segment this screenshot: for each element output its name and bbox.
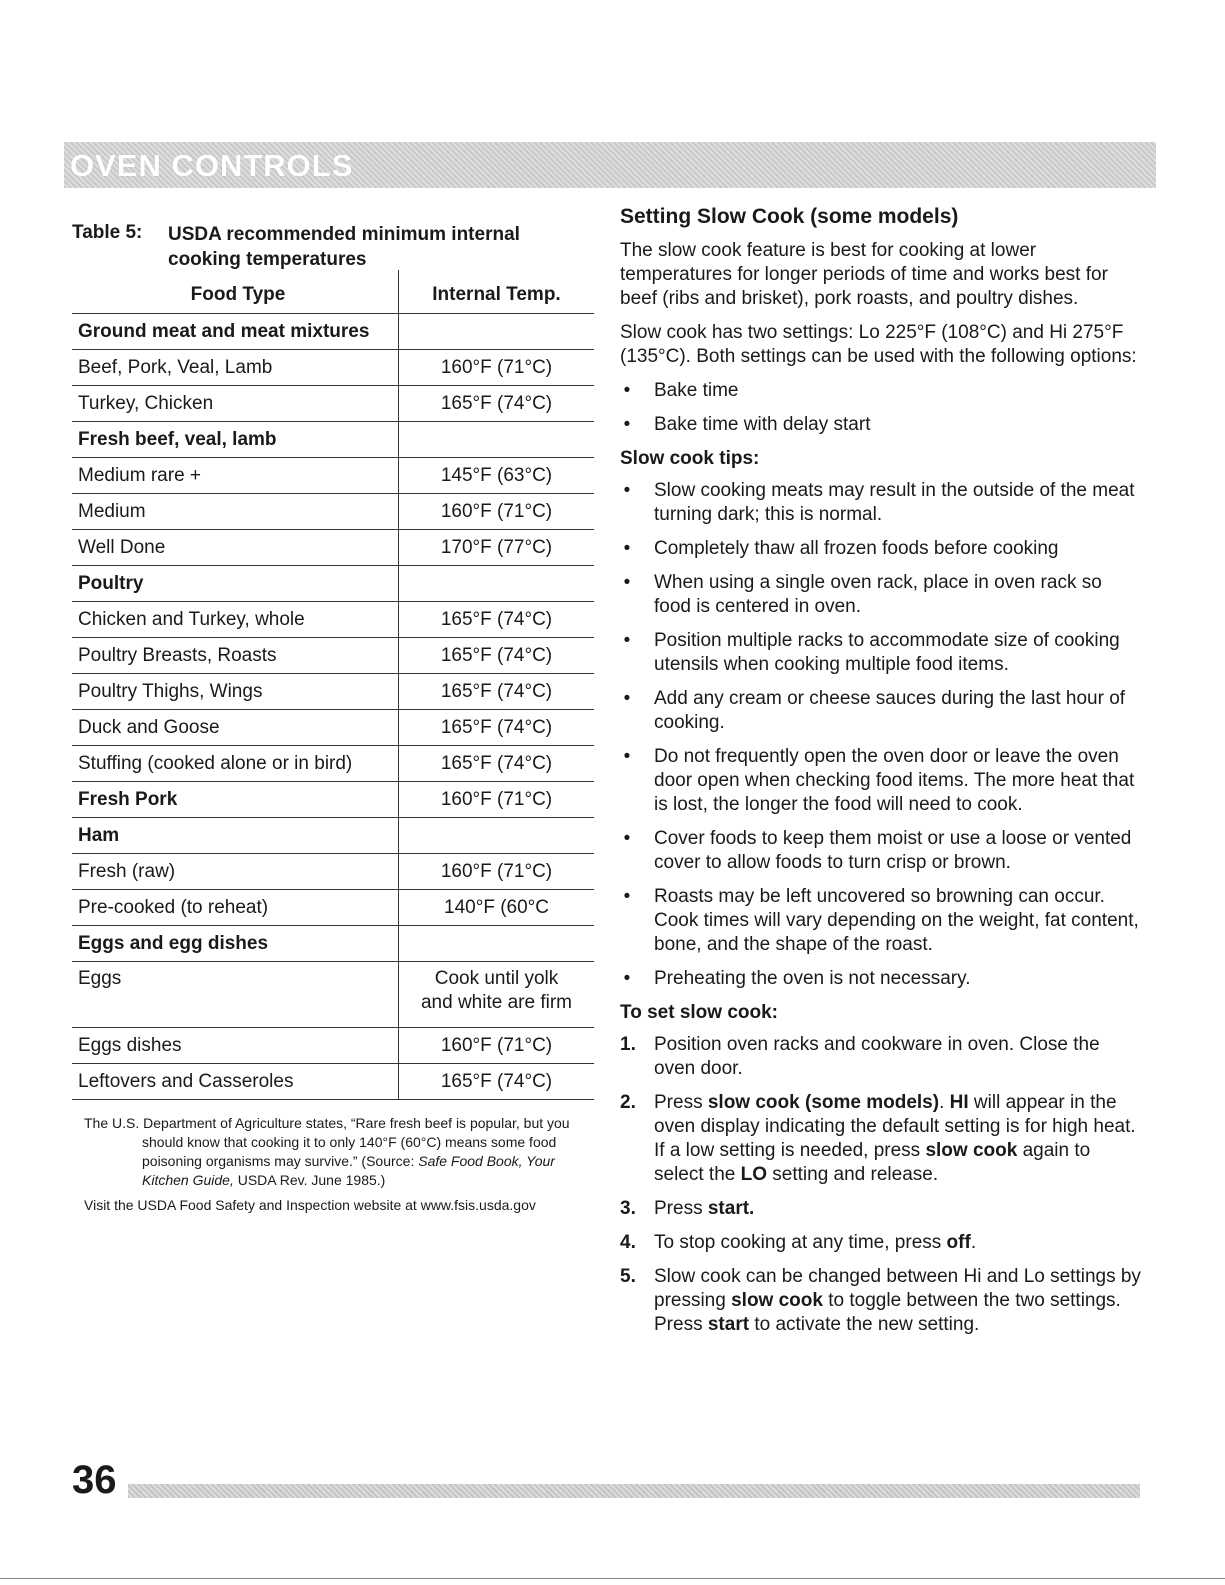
internal-temp-cell: 165°F (74°C): [399, 674, 595, 710]
page-number: 36: [72, 1458, 117, 1502]
step-number: 4.: [620, 1232, 636, 1253]
bullet-icon: •: [623, 538, 631, 559]
step-text: again to select the: [654, 1140, 1091, 1185]
table-row: [72, 602, 594, 638]
internal-temp-cell: [399, 314, 595, 350]
internal-temp-cell: 165°F (74°C): [399, 602, 595, 638]
column-header-internal-temp: Internal Temp.: [399, 270, 595, 314]
steps-list: [620, 1033, 1142, 1337]
table-group-row: [72, 818, 594, 854]
tip-item-text: Cover foods to keep them moist or use a loose or vented cover to allow foods to turn crisp or brown.: [654, 828, 1132, 873]
bullet-icon: •: [623, 746, 631, 767]
tip-item: [620, 687, 1142, 735]
footer-bar: [128, 1484, 1140, 1498]
option-item: [620, 413, 1142, 437]
tip-item-text: When using a single oven rack, place in oven rack so food is centered in oven.: [654, 572, 1102, 617]
internal-temp-cell: 160°F (71°C): [399, 782, 595, 818]
step-keyword: slow cook: [731, 1290, 823, 1311]
usda-note-revision: USDA Rev. June 1985.): [233, 1172, 386, 1188]
food-type-cell: Pre-cooked (to reheat): [72, 890, 399, 926]
step-keyword: slow cook: [925, 1140, 1018, 1161]
internal-temp-cell: 160°F (71°C): [399, 854, 595, 890]
step-text: to toggle between the two settings. Press: [654, 1290, 1121, 1335]
section-title: OVEN CONTROLS: [70, 148, 354, 183]
bullet-icon: •: [623, 630, 631, 651]
table-group-row: [72, 422, 594, 458]
table-row: [72, 674, 594, 710]
step-text: will appear in the oven display indicating the default setting is for high heat. If a low setting is needed, press: [654, 1092, 1136, 1161]
food-type-cell: Eggs dishes: [72, 1028, 399, 1064]
step-number: 2.: [620, 1092, 636, 1113]
bullet-icon: •: [623, 828, 631, 849]
step-keyword: slow cook (some models): [707, 1092, 940, 1113]
bullet-icon: •: [623, 572, 631, 593]
internal-temp-cell: 140°F (60°C: [399, 890, 595, 926]
tip-item: [620, 629, 1142, 677]
food-type-cell: Poultry: [72, 566, 399, 602]
step-text: To stop cooking at any time, press: [654, 1232, 947, 1253]
food-type-cell: Medium rare +: [72, 458, 399, 494]
step-item: [620, 1231, 1142, 1255]
table-row: [72, 458, 594, 494]
internal-temp-cell: 170°F (77°C): [399, 530, 595, 566]
tips-heading: Slow cook tips:: [620, 448, 760, 469]
tip-item: [620, 479, 1142, 527]
tip-item: [620, 571, 1142, 619]
page-edge-line: [0, 1578, 1225, 1579]
table-notes: [72, 1114, 594, 1215]
table-row: [72, 494, 594, 530]
usda-note: [78, 1114, 594, 1190]
table-row: [72, 962, 594, 1028]
bullet-icon: •: [623, 886, 631, 907]
slow-cook-heading: Setting Slow Cook (some models): [620, 205, 959, 228]
food-type-cell: Eggs: [72, 962, 399, 1028]
internal-temp-cell: 160°F (71°C): [399, 350, 595, 386]
temperature-table: [72, 270, 594, 1100]
food-type-cell: Fresh (raw): [72, 854, 399, 890]
column-header-food-type: Food Type: [72, 270, 399, 314]
step-text: Press: [654, 1092, 708, 1113]
food-type-cell: Duck and Goose: [72, 710, 399, 746]
bullet-icon: •: [623, 380, 631, 401]
step-item: [620, 1091, 1142, 1187]
step-item: [620, 1197, 1142, 1221]
slow-cook-settings: Slow cook has two settings: Lo 225°F (108°C) and Hi 275°F (135°C). Both settings can be used with the following options:: [620, 322, 1137, 367]
step-keyword: LO: [740, 1164, 767, 1185]
steps-heading: To set slow cook:: [620, 1002, 779, 1023]
step-text: .: [939, 1092, 950, 1113]
internal-temp-cell: 160°F (71°C): [399, 494, 595, 530]
option-item-text: Bake time with delay start: [654, 414, 871, 435]
table-row: [72, 1064, 594, 1100]
step-number: 3.: [620, 1198, 636, 1219]
bullet-icon: •: [623, 414, 631, 435]
step-text: .: [970, 1232, 977, 1253]
step-keyword: start.: [707, 1198, 755, 1219]
food-type-cell: Chicken and Turkey, whole: [72, 602, 399, 638]
step-text: Press: [654, 1198, 708, 1219]
tip-item: [620, 967, 1142, 991]
internal-temp-cell: 165°F (74°C): [399, 710, 595, 746]
table-group-row: [72, 314, 594, 350]
step-text: to activate the new setting.: [749, 1314, 980, 1335]
food-type-cell: Fresh beef, veal, lamb: [72, 422, 399, 458]
tip-item: [620, 745, 1142, 817]
step-text: setting and release.: [767, 1164, 939, 1185]
step-number: 5.: [620, 1266, 636, 1287]
step-keyword: start: [707, 1314, 750, 1335]
tip-item-text: Position multiple racks to accommodate size of cooking utensils when cooking multiple food items.: [654, 630, 1120, 675]
internal-temp-cell: 165°F (74°C): [399, 1064, 595, 1100]
tip-item-text: Preheating the oven is not necessary.: [654, 968, 971, 989]
option-item: [620, 379, 1142, 403]
table-row: [72, 1028, 594, 1064]
table-row: [72, 530, 594, 566]
food-type-cell: Well Done: [72, 530, 399, 566]
food-type-cell: Ground meat and meat mixtures: [72, 314, 399, 350]
step-item: [620, 1265, 1142, 1337]
table-title: USDA recommended minimum internal cooking temperatures: [168, 224, 520, 270]
table-row: [72, 350, 594, 386]
section-banner: [64, 142, 1156, 188]
table-row: [72, 386, 594, 422]
table-group-row: [72, 566, 594, 602]
bullet-icon: •: [623, 968, 631, 989]
slow-cook-intro: The slow cook feature is best for cooking at lower temperatures for longer periods of time and works best for beef (ribs and brisket), pork roasts, and poultry dishes.: [620, 240, 1108, 309]
internal-temp-cell: 160°F (71°C): [399, 1028, 595, 1064]
table-row: [72, 746, 594, 782]
table-group-row: [72, 782, 594, 818]
table-row: [72, 638, 594, 674]
internal-temp-cell: 165°F (74°C): [399, 746, 595, 782]
step-text: Slow cook can be changed between Hi and Lo settings by pressing: [654, 1266, 1141, 1311]
table-caption: [72, 218, 594, 270]
table-label: Table 5:: [72, 222, 143, 243]
temperature-table-section: [72, 218, 594, 1221]
tip-item: [620, 827, 1142, 875]
internal-temp-cell: Cook until yolk and white are firm: [399, 962, 595, 1028]
slow-cook-section: [620, 205, 1142, 1347]
usda-website-note: Visit the USDA Food Safety and Inspection website at www.fsis.usda.gov: [84, 1197, 536, 1213]
tips-list: [620, 479, 1142, 991]
tip-item: [620, 885, 1142, 957]
internal-temp-cell: 165°F (74°C): [399, 638, 595, 674]
step-item: [620, 1033, 1142, 1081]
internal-temp-cell: [399, 818, 595, 854]
food-type-cell: Fresh Pork: [72, 782, 399, 818]
food-type-cell: Poultry Thighs, Wings: [72, 674, 399, 710]
table-group-row: [72, 926, 594, 962]
table-body: [72, 314, 594, 1100]
food-type-cell: Stuffing (cooked alone or in bird): [72, 746, 399, 782]
usda-note-text: The U.S. Department of Agriculture states, “Rare fresh beef is popular, but you should know that cooking it to only 140°F (60°C) means some food poisoning organisms may survive.” (Source:: [84, 1115, 570, 1169]
step-keyword: HI: [949, 1092, 969, 1113]
step-keyword: off: [946, 1232, 971, 1253]
table-row: [72, 854, 594, 890]
food-type-cell: Poultry Breasts, Roasts: [72, 638, 399, 674]
tip-item-text: Slow cooking meats may result in the outside of the meat turning dark; this is normal.: [654, 480, 1135, 525]
bullet-icon: •: [623, 688, 631, 709]
internal-temp-cell: 145°F (63°C): [399, 458, 595, 494]
internal-temp-cell: [399, 926, 595, 962]
option-item-text: Bake time: [654, 380, 739, 401]
internal-temp-cell: [399, 422, 595, 458]
tip-item-text: Completely thaw all frozen foods before cooking: [654, 538, 1059, 559]
food-type-cell: Medium: [72, 494, 399, 530]
food-type-cell: Turkey, Chicken: [72, 386, 399, 422]
food-type-cell: Ham: [72, 818, 399, 854]
internal-temp-cell: [399, 566, 595, 602]
usda-note-source: Safe Food Book, Your Kitchen Guide,: [142, 1153, 555, 1188]
food-type-cell: Eggs and egg dishes: [72, 926, 399, 962]
table-row: [72, 710, 594, 746]
food-type-cell: Leftovers and Casseroles: [72, 1064, 399, 1100]
food-type-cell: Beef, Pork, Veal, Lamb: [72, 350, 399, 386]
bullet-icon: •: [623, 480, 631, 501]
internal-temp-cell: 165°F (74°C): [399, 386, 595, 422]
tip-item-text: Do not frequently open the oven door or leave the oven door open when checking food items. The more heat that is lost, the longer the food will need to cook.: [654, 746, 1135, 815]
tip-item-text: Add any cream or cheese sauces during the last hour of cooking.: [654, 688, 1126, 733]
step-text: Position oven racks and cookware in oven. Close the oven door.: [654, 1034, 1100, 1079]
tip-item: [620, 537, 1142, 561]
table-row: [72, 890, 594, 926]
tip-item-text: Roasts may be left uncovered so browning can occur. Cook times will vary depending on the weight, fat content, bone, and the shape of the roast.: [654, 886, 1139, 955]
step-number: 1.: [620, 1034, 636, 1055]
options-list: [620, 379, 1142, 437]
table-header-row: [72, 270, 594, 314]
